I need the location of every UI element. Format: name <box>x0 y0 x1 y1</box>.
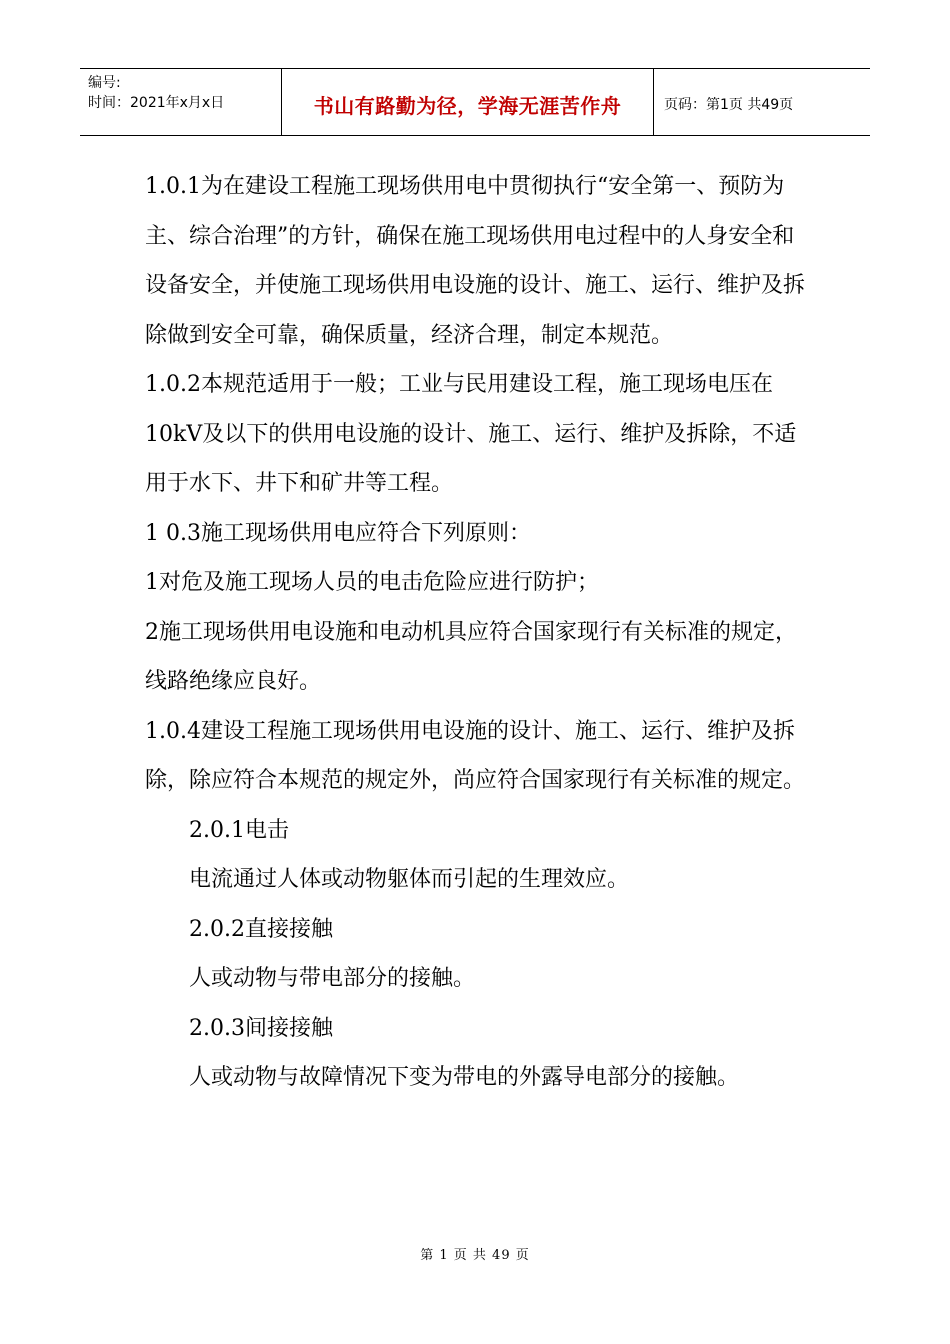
document-body <box>145 162 815 1103</box>
definition-term-2-0-3: 2.0.3间接接触 <box>189 1015 333 1041</box>
header-page-info: 页码：第1页 共49页 <box>664 97 794 113</box>
document-header <box>80 68 870 136</box>
page-footer: 第 1 页 共 49 页 <box>420 1248 530 1263</box>
definition-text-2-0-2: 人或动物与带电部分的接触。 <box>189 966 476 991</box>
header-meta <box>80 69 282 135</box>
list-item-2: 2施工现场供用电设施和电动机具应符合国家现行有关标准的规定，线路绝缘应良好。 <box>145 619 797 694</box>
document-date: 时间：2021年x月x日 <box>88 95 225 111</box>
definition-term-2-0-2: 2.0.2直接接触 <box>189 916 333 942</box>
paragraph-1-0-3: 1 0.3施工现场供用电应符合下列原则： <box>145 520 531 546</box>
definition-text-2-0-1: 电流通过人体或动物躯体而引起的生理效应。 <box>189 867 630 892</box>
document-number-label: 编号: <box>88 75 121 91</box>
definition-text-2-0-3: 人或动物与故障情况下变为带电的外露导电部分的接触。 <box>189 1065 740 1090</box>
list-item-1: 1对危及施工现场人员的电击危险应进行防护； <box>145 570 599 595</box>
definition-term-2-0-1: 2.0.1电击 <box>189 817 289 843</box>
paragraph-1-0-4: 1.0.4建设工程施工现场供用电设施的设计、施工、运行、维护及拆除，除应符合本规范的规定外，尚应符合国家现行有关标准的规定。 <box>145 718 806 793</box>
paragraph-1-0-2: 1.0.2本规范适用于一般；工业与民用建设工程，施工现场电压在10kV及以下的供用电设施的设计、施工、运行、维护及拆除，不适用于水下、井下和矿井等工程。 <box>145 372 797 496</box>
header-page-info-cell <box>654 69 870 135</box>
header-motto-cell <box>282 69 654 135</box>
paragraph-1-0-1: 1.0.1为在建设工程施工现场供用电中贯彻执行“安全第一、预防为主、综合治理”的方针，确保在施工现场供用电过程中的人身安全和设备安全，并使施工现场供用电设施的设计、施工、运行、维护及拆除做到安全可靠，确保质量，经济合理，制定本规范。 <box>145 174 806 348</box>
header-motto: 书山有路勤为径，学海无涯苦作舟 <box>313 93 622 118</box>
